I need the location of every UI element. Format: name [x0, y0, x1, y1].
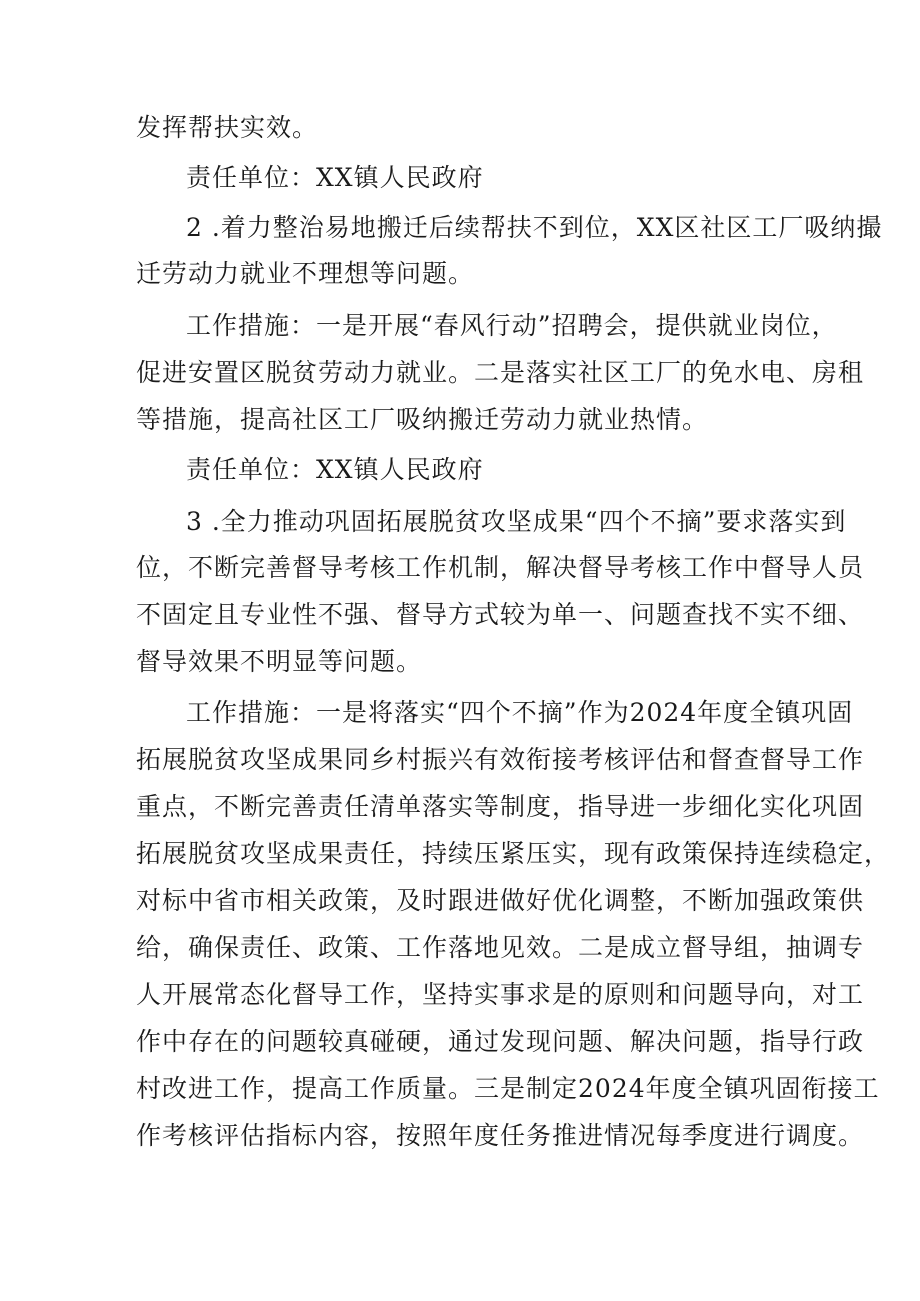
paragraph-line: 责任单位：XX镇人民政府 — [186, 455, 484, 484]
paragraph-line: 拓展脱贫攻坚成果同乡村振兴有效衔接考核评估和督查督导工作 — [136, 745, 865, 774]
paragraph-line: 3 .全力推动巩固拓展脱贫攻坚成果“四个不摘”要求落实到 — [186, 507, 847, 536]
paragraph-line: 工作措施：一是将落实“四个不摘”作为2024年度全镇巩固 — [186, 698, 854, 727]
paragraph-line: 拓展脱贫攻坚成果责任，持续压紧压实，现有政策保持连续稳定， — [136, 839, 891, 868]
paragraph-line: 督导效果不明显等问题。 — [136, 647, 423, 676]
paragraph-line: 位，不断完善督导考核工作机制，解决督导考核工作中督导人员 — [136, 553, 865, 582]
paragraph-line: 作考核评估指标内容，按照年度任务推进情况每季度进行调度。 — [136, 1121, 865, 1150]
paragraph-line: 重点，不断完善责任清单落实等制度，指导进一步细化实化巩固 — [136, 792, 865, 821]
paragraph-line: 发挥帮扶实效。 — [136, 113, 319, 142]
paragraph-line: 促进安置区脱贫劳动力就业。二是落实社区工厂的免水电、房租 — [136, 358, 865, 387]
paragraph-line: 迁劳动力就业不理想等问题。 — [136, 259, 475, 288]
paragraph-line: 给，确保责任、政策、工作落地见效。二是成立督导组，抽调专 — [136, 933, 865, 962]
paragraph-line: 作中存在的问题较真碰硬，通过发现问题、解决问题，指导行政 — [136, 1027, 865, 1056]
paragraph-line: 2 .着力整治易地搬迁后续帮扶不到位，XX区社区工厂吸纳撮 — [186, 213, 883, 242]
paragraph-line: 人开展常态化督导工作，坚持实事求是的原则和问题导向，对工 — [136, 980, 865, 1009]
paragraph-line: 村改进工作，提高工作质量。三是制定2024年度全镇巩固衔接工 — [136, 1074, 880, 1103]
paragraph-line: 工作措施：一是开展“春风行动”招聘会，提供就业岗位， — [186, 311, 838, 340]
paragraph-line: 责任单位：XX镇人民政府 — [186, 163, 484, 192]
paragraph-line: 对标中省市相关政策，及时跟进做好优化调整，不断加强政策供 — [136, 886, 865, 915]
paragraph-line: 等措施，提高社区工厂吸纳搬迁劳动力就业热情。 — [136, 405, 709, 434]
paragraph-line: 不固定且专业性不强、督导方式较为单一、问题查找不实不细、 — [136, 600, 865, 629]
